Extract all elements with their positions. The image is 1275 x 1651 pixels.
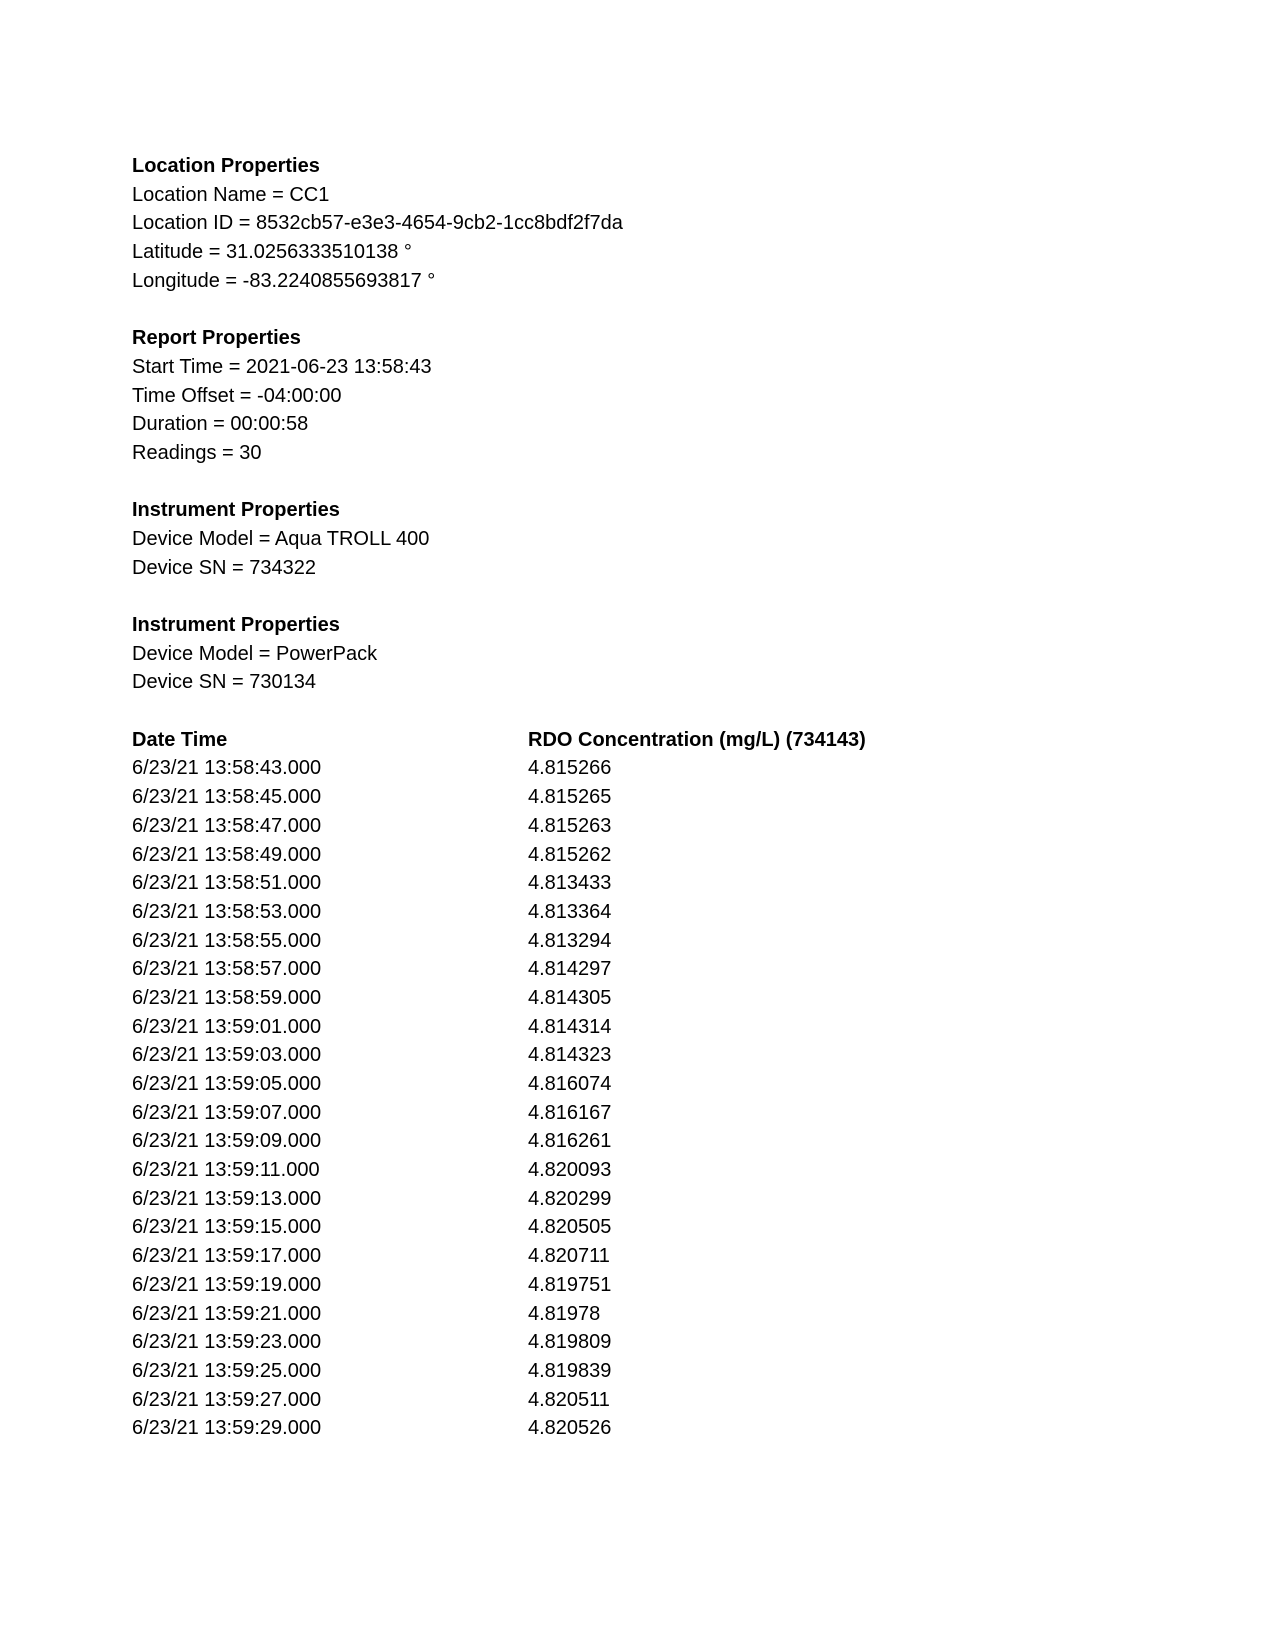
- cell-rdo-concentration: 4.814314: [528, 1015, 612, 1038]
- cell-date-time: 6/23/21 13:59:15.000: [132, 1216, 322, 1239]
- section-heading: Instrument Properties: [132, 499, 340, 522]
- cell-rdo-concentration: 4.820505: [528, 1216, 612, 1239]
- cell-rdo-concentration: 4.820511: [528, 1388, 610, 1411]
- table-row: [132, 1099, 1172, 1128]
- cell-date-time: 6/23/21 13:58:53.000: [132, 900, 322, 923]
- cell-date-time: 6/23/21 13:59:19.000: [132, 1273, 322, 1296]
- cell-rdo-concentration: 4.820711: [528, 1245, 610, 1268]
- property-device-model: Device Model = Aqua TROLL 400: [132, 527, 430, 550]
- cell-rdo-concentration: 4.820526: [528, 1417, 612, 1440]
- table-row: [132, 1357, 1172, 1386]
- cell-rdo-concentration: 4.816074: [528, 1073, 612, 1095]
- property-readings: Readings = 30: [132, 441, 262, 464]
- table-row: [132, 1070, 1172, 1099]
- cell-rdo-concentration: 4.814305: [528, 986, 612, 1009]
- table-row: [132, 1242, 1172, 1271]
- section-heading: Location Properties: [132, 155, 320, 177]
- cell-rdo-concentration: 4.815262: [528, 843, 612, 866]
- report-properties-section: [132, 324, 1172, 467]
- table-row: [132, 1300, 1172, 1329]
- table-row: [132, 869, 1172, 898]
- cell-rdo-concentration: 4.813433: [528, 872, 612, 895]
- readings-table: [132, 726, 1172, 1443]
- cell-date-time: 6/23/21 13:58:45.000: [132, 786, 322, 809]
- property-device-model: Device Model = PowerPack: [132, 642, 378, 665]
- property-longitude: Longitude = -83.2240855693817 °: [132, 269, 436, 292]
- cell-rdo-concentration: 4.814297: [528, 958, 612, 981]
- cell-date-time: 6/23/21 13:59:21.000: [132, 1302, 322, 1325]
- table-header-row: [132, 726, 1172, 755]
- table-row: [132, 927, 1172, 956]
- cell-rdo-concentration: 4.815263: [528, 814, 612, 837]
- cell-rdo-concentration: 4.815265: [528, 786, 612, 809]
- table-row: [132, 1328, 1172, 1357]
- table-row: [132, 1013, 1172, 1042]
- cell-rdo-concentration: 4.813294: [528, 929, 612, 952]
- column-header-date-time: Date Time: [132, 728, 228, 751]
- cell-date-time: 6/23/21 13:58:43.000: [132, 757, 322, 780]
- cell-date-time: 6/23/21 13:59:13.000: [132, 1187, 322, 1210]
- property-device-sn: Device SN = 730134: [132, 671, 317, 694]
- table-row: [132, 783, 1172, 812]
- table-row: [132, 1156, 1172, 1185]
- table-row: [132, 1414, 1172, 1443]
- property-location-name: Location Name = CC1: [132, 183, 330, 206]
- table-row: [132, 812, 1172, 841]
- instrument-properties-section-2: [132, 611, 1172, 697]
- cell-rdo-concentration: 4.819809: [528, 1331, 612, 1354]
- table-row: [132, 984, 1172, 1013]
- cell-date-time: 6/23/21 13:58:47.000: [132, 814, 322, 837]
- cell-date-time: 6/23/21 13:59:11.000: [132, 1159, 320, 1182]
- cell-date-time: 6/23/21 13:59:17.000: [132, 1245, 322, 1268]
- cell-date-time: 6/23/21 13:58:59.000: [132, 986, 322, 1009]
- cell-date-time: 6/23/21 13:59:07.000: [132, 1101, 322, 1124]
- cell-date-time: 6/23/21 13:58:55.000: [132, 929, 322, 952]
- cell-date-time: 6/23/21 13:58:49.000: [132, 843, 322, 866]
- cell-date-time: 6/23/21 13:58:51.000: [132, 872, 322, 895]
- cell-rdo-concentration: 4.813364: [528, 900, 612, 923]
- cell-rdo-concentration: 4.820299: [528, 1187, 612, 1210]
- table-row: [132, 1271, 1172, 1300]
- cell-rdo-concentration: 4.815266: [528, 757, 612, 780]
- property-location-id: Location ID = 8532cb57-e3e3-4654-9cb2-1cc8bdf2f7da: [132, 212, 623, 235]
- table-row: [132, 1185, 1172, 1214]
- cell-date-time: 6/23/21 13:59:25.000: [132, 1359, 322, 1382]
- table-row: [132, 1127, 1172, 1156]
- cell-rdo-concentration: 4.816261: [528, 1130, 612, 1153]
- cell-date-time: 6/23/21 13:59:01.000: [132, 1015, 322, 1038]
- cell-rdo-concentration: 4.819751: [528, 1273, 612, 1296]
- section-heading: Instrument Properties: [132, 614, 340, 636]
- section-heading: Report Properties: [132, 327, 301, 350]
- property-latitude: Latitude = 31.0256333510138 °: [132, 241, 412, 264]
- property-time-offset: Time Offset = -04:00:00: [132, 384, 342, 407]
- table-row: [132, 955, 1172, 984]
- instrument-properties-section-1: [132, 496, 1172, 582]
- cell-rdo-concentration: 4.820093: [528, 1159, 612, 1182]
- cell-rdo-concentration: 4.816167: [528, 1101, 612, 1124]
- cell-date-time: 6/23/21 13:59:09.000: [132, 1130, 322, 1153]
- cell-date-time: 6/23/21 13:59:05.000: [132, 1073, 322, 1095]
- cell-rdo-concentration: 4.814323: [528, 1044, 612, 1067]
- cell-date-time: 6/23/21 13:58:57.000: [132, 958, 322, 981]
- cell-date-time: 6/23/21 13:59:29.000: [132, 1417, 322, 1440]
- table-row: [132, 898, 1172, 927]
- property-start-time: Start Time = 2021-06-23 13:58:43: [132, 355, 432, 378]
- table-row: [132, 1213, 1172, 1242]
- document-page: [132, 152, 1172, 1443]
- cell-rdo-concentration: 4.819839: [528, 1359, 612, 1382]
- cell-date-time: 6/23/21 13:59:03.000: [132, 1044, 322, 1067]
- location-properties-section: [132, 152, 1172, 295]
- table-row: [132, 1041, 1172, 1070]
- property-device-sn: Device SN = 734322: [132, 556, 317, 579]
- table-row: [132, 1386, 1172, 1415]
- table-body: [132, 754, 1172, 1443]
- table-row: [132, 754, 1172, 783]
- column-header-rdo-concentration: RDO Concentration (mg/L) (734143): [528, 728, 866, 751]
- cell-date-time: 6/23/21 13:59:23.000: [132, 1331, 322, 1354]
- cell-date-time: 6/23/21 13:59:27.000: [132, 1388, 322, 1411]
- table-row: [132, 841, 1172, 870]
- cell-rdo-concentration: 4.81978: [528, 1302, 601, 1325]
- property-duration: Duration = 00:00:58: [132, 413, 309, 436]
